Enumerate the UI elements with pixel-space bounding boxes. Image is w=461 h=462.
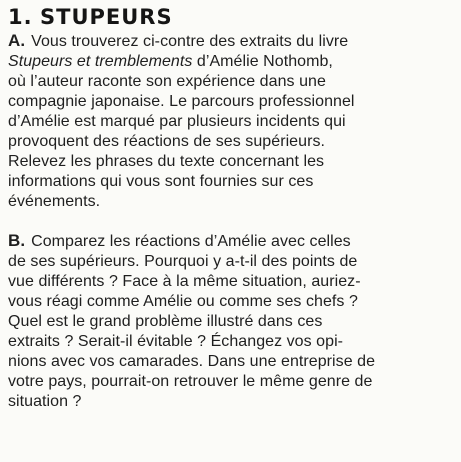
- section-b-line-5: Quel est le grand problème illustré dans ces: [8, 313, 323, 330]
- section-a-line-2: d’Amélie Nothomb,: [192, 53, 333, 70]
- section-a-line-5: d’Amélie est marqué par plusieurs incidents qui: [8, 113, 346, 130]
- section-b-line-6: extraits ? Serait-il évitable ? Échangez vos opi-: [8, 333, 344, 350]
- section-b-line-8: votre pays, pourrait-on retrouver le même genre de: [8, 373, 373, 390]
- exercise-title: [8, 6, 453, 28]
- section-a-line: [8, 52, 453, 72]
- section-a-line-6: provoquent des réactions de ses supérieurs.: [8, 133, 326, 150]
- book-title: Stupeurs et tremblements: [8, 53, 193, 70]
- section-a-line-8: informations qui vous sont fournies sur ces: [8, 173, 314, 190]
- section-b-line-9: situation ?: [8, 393, 82, 410]
- section-b-marker: B.: [8, 231, 26, 250]
- section-b-line-4: vous réagi comme Amélie ou comme ses chefs ?: [8, 293, 358, 310]
- section-a: [8, 31, 453, 212]
- section-a-line-3: où l’auteur raconte son expérience dans une: [8, 73, 326, 90]
- section-b-line-3: vue différents ? Face à la même situation, auriez-: [8, 273, 361, 290]
- section-b-line-7: nions avec vos camarades. Dans une entreprise de: [8, 353, 376, 370]
- section-b-line-1: Comparez les réactions d’Amélie avec celles: [31, 233, 351, 250]
- section-b: [8, 231, 453, 412]
- section-a-line-7: Relevez les phrases du texte concernant les: [8, 153, 325, 170]
- exercise-number: 1.: [8, 5, 33, 29]
- section-a-line-9: événements.: [8, 193, 101, 210]
- section-b-line-2: de ses supérieurs. Pourquoi y a-t-il des points de: [8, 253, 358, 270]
- exercise-title-text: STUPEURS: [40, 5, 173, 29]
- section-a-line-1: Vous trouverez ci-contre des extraits du livre: [31, 33, 349, 50]
- section-a-line: [8, 31, 453, 52]
- section-a-line-4: compagnie japonaise. Le parcours professionnel: [8, 93, 355, 110]
- section-a-marker: A.: [8, 31, 26, 50]
- section-b-line: [8, 231, 453, 252]
